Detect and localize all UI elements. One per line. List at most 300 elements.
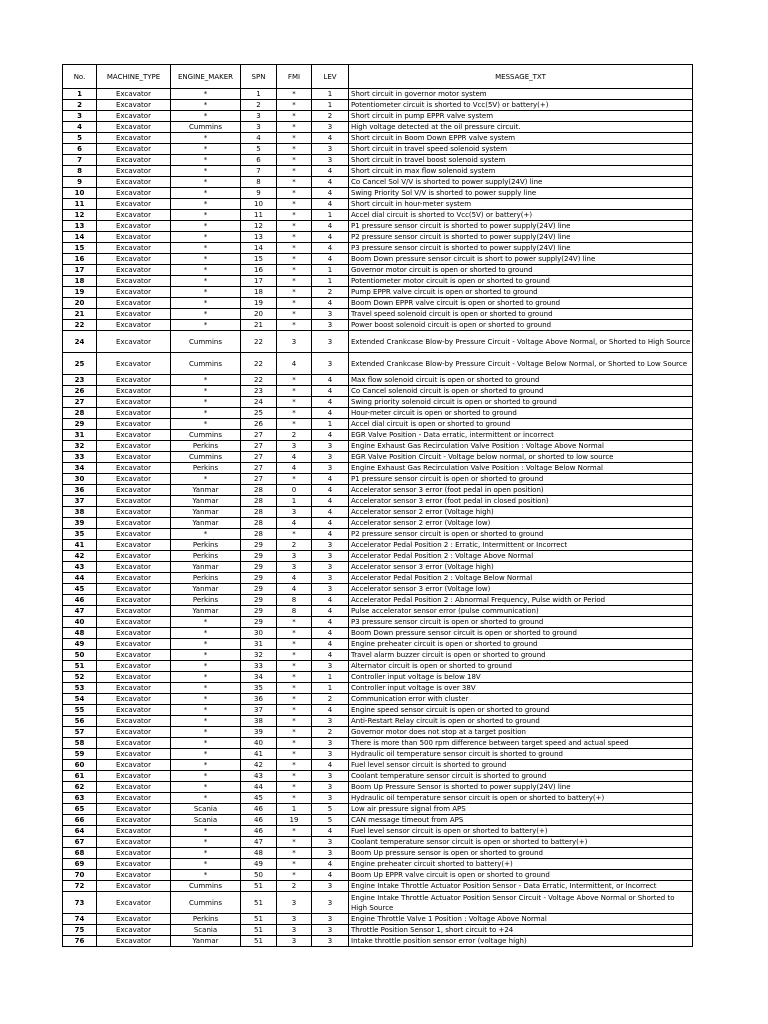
cell-spn: 14 [241,243,277,254]
cell-lev: 4 [312,628,349,639]
cell-lev: 4 [312,760,349,771]
cell-machine-type: Excavator [97,859,171,870]
cell-engine-maker: * [171,716,241,727]
cell-engine-maker: * [171,298,241,309]
cell-engine-maker: * [171,694,241,705]
table-row [63,243,693,254]
cell-fmi: * [277,221,312,232]
cell-message: Boom Up EPPR valve circuit is open or shorted to ground [349,870,693,881]
cell-no: 48 [63,628,97,639]
cell-lev: 3 [312,573,349,584]
cell-machine-type: Excavator [97,848,171,859]
table-row [63,496,693,507]
cell-engine-maker: * [171,639,241,650]
cell-lev: 4 [312,496,349,507]
cell-no: 29 [63,419,97,430]
cell-message: Short circuit in pump EPPR valve system [349,111,693,122]
cell-machine-type: Excavator [97,232,171,243]
cell-fmi: 8 [277,595,312,606]
cell-no: 45 [63,584,97,595]
cell-lev: 3 [312,331,349,353]
cell-machine-type: Excavator [97,89,171,100]
cell-message: Accelerator Pedal Position 2 : Voltage Above Normal [349,551,693,562]
table-row [63,650,693,661]
cell-fmi: * [277,89,312,100]
cell-lev: 3 [312,320,349,331]
cell-spn: 35 [241,683,277,694]
cell-spn: 2 [241,100,277,111]
cell-fmi: * [277,793,312,804]
cell-no: 40 [63,617,97,628]
table-row [63,804,693,815]
cell-spn: 51 [241,881,277,892]
cell-message: Potentiometer circuit is shorted to Vcc(5V) or battery(+) [349,100,693,111]
cell-lev: 3 [312,782,349,793]
cell-fmi: * [277,232,312,243]
cell-fmi: * [277,749,312,760]
cell-no: 73 [63,892,97,914]
cell-message: Low air pressure signal from APS [349,804,693,815]
cell-no: 23 [63,375,97,386]
header-message-txt: MESSAGE_TXT [349,65,693,89]
header-fmi: FMI [277,65,312,89]
cell-spn: 39 [241,727,277,738]
cell-spn: 30 [241,628,277,639]
cell-spn: 7 [241,166,277,177]
cell-fmi: 8 [277,606,312,617]
cell-engine-maker: * [171,111,241,122]
cell-fmi: * [277,848,312,859]
cell-engine-maker: * [171,144,241,155]
table-row [63,122,693,133]
table-row [63,584,693,595]
cell-engine-maker: Scania [171,815,241,826]
cell-machine-type: Excavator [97,793,171,804]
cell-message: P3 pressure sensor circuit is shorted to power supply(24V) line [349,243,693,254]
cell-no: 43 [63,562,97,573]
cell-no: 42 [63,551,97,562]
table-row [63,837,693,848]
cell-lev: 4 [312,243,349,254]
cell-machine-type: Excavator [97,760,171,771]
cell-fmi: * [277,771,312,782]
table-row [63,452,693,463]
cell-fmi: * [277,144,312,155]
cell-message: Extended Crankcase Blow-by Pressure Circuit - Voltage Below Normal, or Shorted to Low Source [349,353,693,375]
cell-spn: 16 [241,265,277,276]
cell-engine-maker: * [171,837,241,848]
cell-fmi: * [277,100,312,111]
cell-no: 17 [63,265,97,276]
cell-fmi: 4 [277,584,312,595]
cell-engine-maker: * [171,738,241,749]
cell-message: Engine Intake Throttle Actuator Position Sensor Circuit - Voltage Above Normal or Shorted to High Source [349,892,693,914]
cell-fmi: 3 [277,892,312,914]
cell-spn: 28 [241,496,277,507]
cell-spn: 17 [241,276,277,287]
cell-machine-type: Excavator [97,309,171,320]
cell-spn: 29 [241,595,277,606]
cell-engine-maker: * [171,155,241,166]
cell-fmi: * [277,133,312,144]
cell-engine-maker: * [171,199,241,210]
table-row [63,848,693,859]
table-row [63,661,693,672]
cell-no: 14 [63,232,97,243]
cell-message: Accelerator sensor 2 error (Voltage low) [349,518,693,529]
cell-no: 12 [63,210,97,221]
cell-engine-maker: Cummins [171,452,241,463]
cell-engine-maker: * [171,210,241,221]
cell-spn: 47 [241,837,277,848]
fault-code-sheet [62,64,693,947]
cell-engine-maker: * [171,760,241,771]
cell-machine-type: Excavator [97,474,171,485]
header-machine-type: MACHINE_TYPE [97,65,171,89]
table-row [63,320,693,331]
cell-machine-type: Excavator [97,936,171,947]
cell-no: 61 [63,771,97,782]
cell-machine-type: Excavator [97,353,171,375]
cell-fmi: * [277,375,312,386]
cell-lev: 4 [312,375,349,386]
cell-spn: 26 [241,419,277,430]
cell-lev: 1 [312,89,349,100]
cell-engine-maker: Yanmar [171,562,241,573]
cell-message: Pump EPPR valve circuit is open or shorted to ground [349,287,693,298]
cell-spn: 29 [241,573,277,584]
cell-engine-maker: * [171,826,241,837]
cell-fmi: * [277,859,312,870]
cell-no: 44 [63,573,97,584]
cell-engine-maker: Scania [171,804,241,815]
cell-machine-type: Excavator [97,639,171,650]
table-row [63,111,693,122]
cell-spn: 51 [241,936,277,947]
cell-message: Co Cancel solenoid circuit is open or shorted to ground [349,386,693,397]
cell-spn: 27 [241,452,277,463]
cell-message: Engine Exhaust Gas Recirculation Valve Position : Voltage Above Normal [349,441,693,452]
cell-fmi: * [277,738,312,749]
cell-fmi: 1 [277,496,312,507]
cell-message: There is more than 500 rpm difference between target speed and actual speed [349,738,693,749]
cell-spn: 44 [241,782,277,793]
cell-lev: 4 [312,705,349,716]
cell-message: Accelerator sensor 3 error (Voltage high) [349,562,693,573]
cell-lev: 4 [312,507,349,518]
cell-machine-type: Excavator [97,914,171,925]
cell-engine-maker: * [171,617,241,628]
cell-no: 10 [63,188,97,199]
cell-lev: 4 [312,177,349,188]
cell-message: Power boost solenoid circuit is open or shorted to ground [349,320,693,331]
cell-spn: 43 [241,771,277,782]
table-row [63,485,693,496]
cell-no: 18 [63,276,97,287]
cell-lev: 3 [312,353,349,375]
cell-no: 50 [63,650,97,661]
cell-lev: 2 [312,694,349,705]
cell-lev: 2 [312,111,349,122]
cell-no: 21 [63,309,97,320]
cell-spn: 27 [241,441,277,452]
cell-lev: 4 [312,188,349,199]
cell-spn: 24 [241,397,277,408]
table-row [63,254,693,265]
cell-message: P2 pressure sensor circuit is shorted to power supply(24V) line [349,232,693,243]
cell-lev: 3 [312,716,349,727]
cell-machine-type: Excavator [97,650,171,661]
table-row [63,375,693,386]
cell-lev: 3 [312,661,349,672]
cell-spn: 31 [241,639,277,650]
cell-message: Accel dial circuit is open or shorted to ground [349,419,693,430]
cell-machine-type: Excavator [97,430,171,441]
cell-fmi: * [277,694,312,705]
table-row [63,210,693,221]
cell-machine-type: Excavator [97,331,171,353]
table-row [63,606,693,617]
cell-lev: 3 [312,452,349,463]
cell-message: Swing priority solenoid circuit is open or shorted to ground [349,397,693,408]
cell-no: 64 [63,826,97,837]
cell-no: 65 [63,804,97,815]
table-row [63,144,693,155]
cell-fmi: * [277,837,312,848]
cell-spn: 11 [241,210,277,221]
cell-lev: 4 [312,859,349,870]
cell-machine-type: Excavator [97,177,171,188]
cell-fmi: 4 [277,518,312,529]
cell-lev: 1 [312,419,349,430]
cell-no: 53 [63,683,97,694]
cell-fmi: * [277,705,312,716]
cell-lev: 4 [312,826,349,837]
cell-fmi: * [277,122,312,133]
cell-spn: 49 [241,859,277,870]
table-row [63,551,693,562]
table-row [63,639,693,650]
cell-fmi: 4 [277,452,312,463]
cell-engine-maker: Yanmar [171,606,241,617]
cell-message: Coolant temperature sensor circuit is shorted to ground [349,771,693,782]
cell-fmi: 2 [277,540,312,551]
cell-machine-type: Excavator [97,562,171,573]
cell-no: 68 [63,848,97,859]
cell-engine-maker: * [171,419,241,430]
cell-no: 2 [63,100,97,111]
cell-lev: 1 [312,683,349,694]
cell-no: 5 [63,133,97,144]
cell-no: 36 [63,485,97,496]
cell-engine-maker: * [171,177,241,188]
cell-engine-maker: * [171,771,241,782]
table-row [63,474,693,485]
cell-no: 60 [63,760,97,771]
cell-fmi: * [277,408,312,419]
cell-engine-maker: * [171,265,241,276]
cell-message: Max flow solenoid circuit is open or shorted to ground [349,375,693,386]
cell-message: P2 pressure sensor circuit is open or shorted to ground [349,529,693,540]
cell-message: P1 pressure sensor circuit is open or shorted to ground [349,474,693,485]
cell-message: EGR Valve Position Circuit - Voltage below normal, or shorted to low source [349,452,693,463]
cell-fmi: * [277,826,312,837]
cell-spn: 5 [241,144,277,155]
cell-lev: 3 [312,848,349,859]
cell-fmi: 2 [277,430,312,441]
table-row [63,771,693,782]
cell-message: Accelerator sensor 2 error (Voltage high) [349,507,693,518]
cell-no: 41 [63,540,97,551]
cell-message: Travel alarm buzzer circuit is open or shorted to ground [349,650,693,661]
cell-spn: 27 [241,430,277,441]
cell-lev: 1 [312,100,349,111]
cell-machine-type: Excavator [97,540,171,551]
cell-message: Travel speed solenoid circuit is open or shorted to ground [349,309,693,320]
table-row [63,221,693,232]
cell-fmi: 3 [277,936,312,947]
cell-machine-type: Excavator [97,694,171,705]
cell-lev: 3 [312,551,349,562]
cell-spn: 28 [241,518,277,529]
cell-message: Controller input voltage is over 38V [349,683,693,694]
cell-no: 56 [63,716,97,727]
cell-engine-maker: Cummins [171,881,241,892]
cell-spn: 21 [241,320,277,331]
table-row [63,705,693,716]
cell-lev: 3 [312,881,349,892]
cell-message: Pulse accelerator sensor error (pulse communication) [349,606,693,617]
cell-message: Governor motor circuit is open or shorted to ground [349,265,693,276]
cell-engine-maker: Perkins [171,463,241,474]
cell-spn: 37 [241,705,277,716]
cell-fmi: * [277,650,312,661]
cell-spn: 46 [241,804,277,815]
cell-engine-maker: Cummins [171,430,241,441]
cell-no: 20 [63,298,97,309]
cell-engine-maker: Cummins [171,331,241,353]
cell-spn: 20 [241,309,277,320]
cell-engine-maker: * [171,628,241,639]
cell-message: Accelerator Pedal Position 2 : Erratic, Intermittent or Incorrect [349,540,693,551]
cell-machine-type: Excavator [97,826,171,837]
cell-engine-maker: * [171,683,241,694]
cell-engine-maker: Perkins [171,914,241,925]
cell-machine-type: Excavator [97,155,171,166]
cell-lev: 4 [312,595,349,606]
table-row [63,276,693,287]
cell-spn: 15 [241,254,277,265]
cell-machine-type: Excavator [97,122,171,133]
table-row [63,199,693,210]
table-row [63,573,693,584]
cell-engine-maker: Perkins [171,441,241,452]
cell-no: 9 [63,177,97,188]
cell-engine-maker: * [171,221,241,232]
cell-engine-maker: Yanmar [171,507,241,518]
cell-lev: 3 [312,749,349,760]
cell-fmi: 0 [277,485,312,496]
cell-engine-maker: * [171,397,241,408]
cell-machine-type: Excavator [97,606,171,617]
cell-fmi: * [277,782,312,793]
table-row [63,925,693,936]
cell-machine-type: Excavator [97,617,171,628]
cell-machine-type: Excavator [97,727,171,738]
cell-machine-type: Excavator [97,199,171,210]
cell-engine-maker: Perkins [171,540,241,551]
cell-lev: 5 [312,804,349,815]
cell-message: Boom Down pressure sensor circuit is open or shorted to ground [349,628,693,639]
cell-no: 24 [63,331,97,353]
cell-engine-maker: * [171,650,241,661]
cell-spn: 29 [241,617,277,628]
table-row [63,155,693,166]
cell-fmi: 4 [277,353,312,375]
cell-engine-maker: * [171,672,241,683]
cell-machine-type: Excavator [97,837,171,848]
cell-spn: 9 [241,188,277,199]
cell-engine-maker: * [171,287,241,298]
cell-machine-type: Excavator [97,782,171,793]
cell-message: Intake throttle position sensor error (voltage high) [349,936,693,947]
cell-spn: 29 [241,562,277,573]
cell-machine-type: Excavator [97,221,171,232]
cell-message: Communication error with cluster [349,694,693,705]
cell-engine-maker: * [171,749,241,760]
cell-no: 66 [63,815,97,826]
cell-lev: 4 [312,232,349,243]
cell-fmi: * [277,188,312,199]
cell-engine-maker: * [171,375,241,386]
table-row [63,232,693,243]
cell-engine-maker: Yanmar [171,936,241,947]
cell-fmi: * [277,639,312,650]
cell-machine-type: Excavator [97,463,171,474]
cell-message: High voltage detected at the oil pressure circuit. [349,122,693,133]
cell-lev: 4 [312,221,349,232]
cell-machine-type: Excavator [97,628,171,639]
cell-lev: 4 [312,474,349,485]
table-row [63,507,693,518]
table-body [63,89,693,947]
cell-engine-maker: * [171,848,241,859]
cell-machine-type: Excavator [97,716,171,727]
cell-no: 32 [63,441,97,452]
cell-lev: 3 [312,441,349,452]
cell-message: Boom Up pressure sensor is open or shorted to ground [349,848,693,859]
cell-lev: 4 [312,199,349,210]
cell-fmi: * [277,243,312,254]
cell-spn: 46 [241,815,277,826]
table-row [63,309,693,320]
cell-engine-maker: Yanmar [171,584,241,595]
cell-no: 11 [63,199,97,210]
cell-no: 3 [63,111,97,122]
table-row [63,166,693,177]
cell-engine-maker: Yanmar [171,518,241,529]
cell-fmi: 3 [277,914,312,925]
cell-no: 19 [63,287,97,298]
cell-machine-type: Excavator [97,287,171,298]
cell-no: 58 [63,738,97,749]
cell-fmi: * [277,155,312,166]
cell-engine-maker: * [171,276,241,287]
table-row [63,265,693,276]
cell-lev: 3 [312,144,349,155]
cell-machine-type: Excavator [97,518,171,529]
cell-fmi: * [277,672,312,683]
